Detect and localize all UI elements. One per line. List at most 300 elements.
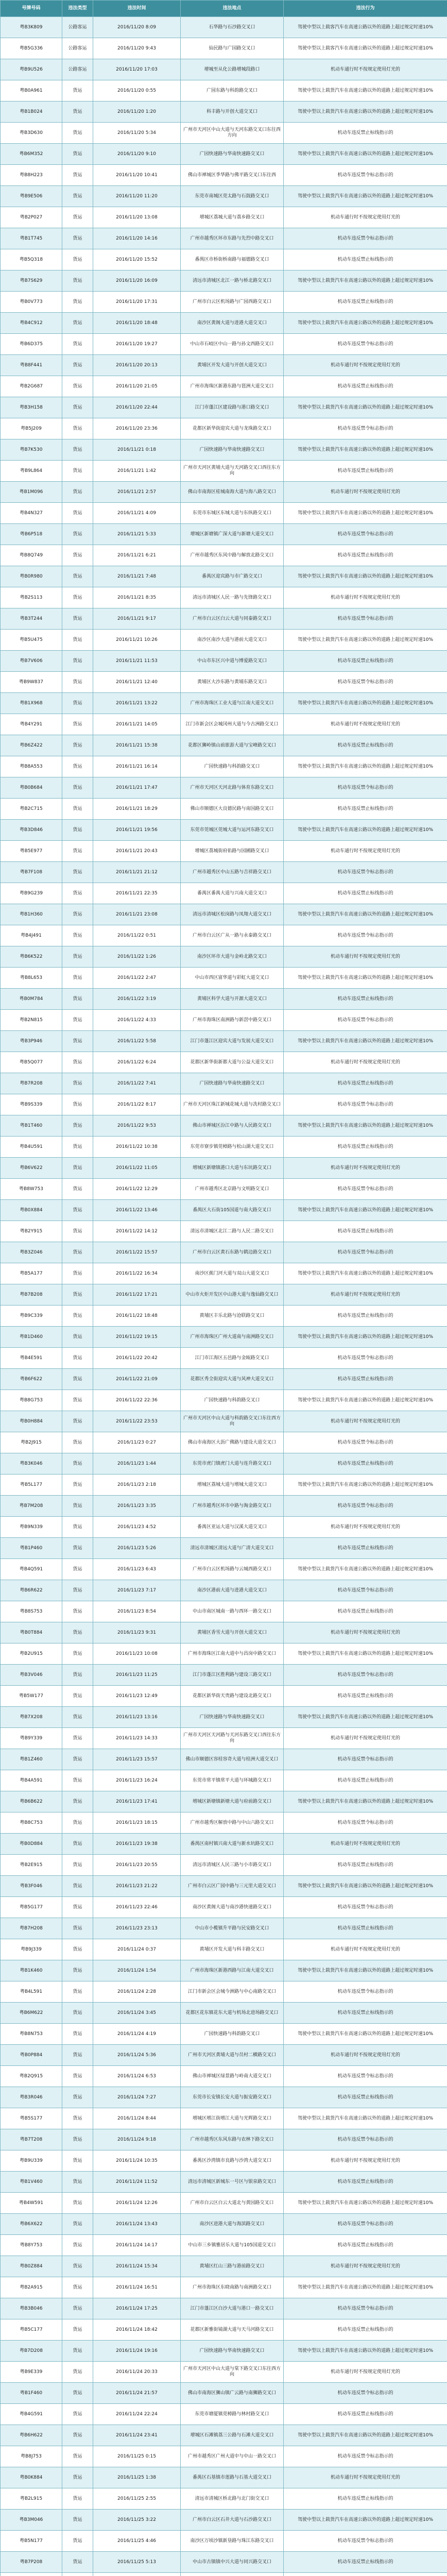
table-row	[1, 2172, 447, 2193]
cell-plate: 粤B7B208	[1, 1284, 62, 1306]
table-row	[1, 270, 447, 292]
cell-type: 货运	[62, 1643, 93, 1665]
table-row	[1, 418, 447, 439]
cell-plate: 粤B7F108	[1, 862, 62, 883]
cell-time: 2016/11/23 13:16	[93, 1707, 181, 1728]
table-row	[1, 1221, 447, 1242]
cell-location: 南沙区黄阁大道与进港大道交叉口	[181, 313, 284, 334]
cell-behavior: 机动车违反禁止标线指示的	[284, 545, 447, 566]
cell-type: 货运	[62, 1749, 93, 1770]
cell-plate: 粤B8J753	[1, 2446, 62, 2467]
cell-behavior: 驾驶中型以上载货汽车在高速公路以外的道路上超过规定时速10%	[284, 1475, 447, 1496]
cell-time: 2016/11/23 15:57	[93, 1749, 181, 1770]
cell-plate: 粤B4C912	[1, 313, 62, 334]
cell-location: 东莞市虎门镇虎门大道与连升路交叉口	[181, 1453, 284, 1475]
cell-location: 广州市海珠区新港东路与琶洲大道交叉口	[181, 376, 284, 397]
cell-behavior: 驾驶中型以上载货汽车在高速公路以外的道路上超过规定时速10%	[284, 1263, 447, 1284]
cell-plate: 粤B2J915	[1, 1432, 62, 1453]
cell-location: 清远市清城区人民一路与先锋路交叉口	[181, 587, 284, 608]
cell-time: 2016/11/22 18:48	[93, 1306, 181, 1327]
table-row	[1, 1052, 447, 1073]
cell-location: 黄埔区科学大道与开源大道交叉口	[181, 989, 284, 1010]
cell-location: 增城区增江街增江大道与光辉路交叉口	[181, 2108, 284, 2129]
table-row	[1, 1601, 447, 1622]
table-row	[1, 1665, 447, 1686]
cell-behavior: 驾驶中型以上载货汽车在高速公路以外的道路上超过规定时速10%	[284, 2193, 447, 2214]
cell-type: 货运	[62, 1327, 93, 1348]
cell-behavior: 机动车违反禁令标志指示的	[284, 1496, 447, 1517]
cell-type: 货运	[62, 2404, 93, 2425]
cell-behavior: 机动车违反禁止标线指示的	[284, 989, 447, 1010]
table-row	[1, 2404, 447, 2425]
cell-type: 货运	[62, 1855, 93, 1876]
cell-type: 货运	[62, 1094, 93, 1115]
cell-time: 2016/11/21 4:09	[93, 503, 181, 524]
table-row	[1, 2531, 447, 2552]
cell-location: 广州市天河区中山大道与棠下路交叉口东往西方向	[181, 2362, 284, 2383]
cell-time: 2016/11/24 10:35	[93, 2150, 181, 2172]
cell-behavior: 驾驶中型以上载货汽车在高速公路以外的道路上超过规定时速10%	[284, 630, 447, 651]
cell-behavior: 机动车违反禁止标线指示的	[284, 651, 447, 672]
cell-behavior: 机动车违反禁止标线指示的	[284, 1073, 447, 1094]
cell-behavior: 驾驶中型以上载货汽车在高速公路以外的道路上超过规定时速10%	[284, 1031, 447, 1052]
cell-plate: 粤B2G687	[1, 376, 62, 397]
cell-type: 货运	[62, 883, 93, 904]
table-row	[1, 1432, 447, 1453]
cell-location: 花都区新雅街镜湖大道与天马河路交叉口	[181, 2319, 284, 2341]
cell-behavior: 驾驶中型以上载货汽车在高速公路以外的道路上超过规定时速10%	[284, 1559, 447, 1580]
cell-type: 货运	[62, 566, 93, 587]
table-row	[1, 1728, 447, 1749]
cell-type: 货运	[62, 1559, 93, 1580]
cell-type: 货运	[62, 313, 93, 334]
cell-time: 2016/11/24 22:24	[93, 2404, 181, 2425]
cell-type: 货运	[62, 1284, 93, 1306]
table-row	[1, 2087, 447, 2108]
cell-time: 2016/11/23 23:13	[93, 1918, 181, 1939]
cell-type: 货运	[62, 1876, 93, 1897]
cell-location: 东莞市常平镇常平大道与环城路交叉口	[181, 1770, 284, 1791]
cell-plate: 粤B3Z046	[1, 1242, 62, 1263]
cell-behavior: 驾驶中型以上载货汽车在高速公路以外的道路上超过规定时速10%	[284, 144, 447, 165]
cell-behavior: 机动车违反禁止标线指示的	[284, 1538, 447, 1559]
cell-location: 黄埔区红山三路与港前路交叉口	[181, 2256, 284, 2277]
cell-time: 2016/11/22 8:17	[93, 1094, 181, 1115]
cell-location: 广州市海珠区广州大道南与南洲路交叉口	[181, 1327, 284, 1348]
table-row	[1, 292, 447, 313]
cell-type: 货运	[62, 1496, 93, 1517]
cell-plate: 粤B9U526	[1, 59, 62, 80]
cell-behavior: 机动车违反禁止标线指示的	[284, 249, 447, 270]
cell-plate: 粤B5N177	[1, 2531, 62, 2552]
cell-time: 2016/11/20 22:44	[93, 397, 181, 418]
cell-time: 2016/11/21 15:38	[93, 735, 181, 756]
cell-behavior: 机动车通行时不按规定使用灯光的	[284, 1284, 447, 1306]
cell-plate: 粤B9J339	[1, 1939, 62, 1960]
cell-time: 2016/11/23 14:33	[93, 1728, 181, 1749]
cell-location: 广园快速路与华南快速路交叉口	[181, 144, 284, 165]
table-row	[1, 1834, 447, 1855]
table-row	[1, 144, 447, 165]
cell-behavior: 驾驶中型以上载货汽车在高速公路以外的道路上超过规定时速10%	[284, 1200, 447, 1221]
cell-plate: 粤B1B024	[1, 101, 62, 123]
cell-plate: 粤B1X968	[1, 693, 62, 714]
table-row	[1, 2298, 447, 2319]
cell-behavior: 机动车违反禁令标志指示的	[284, 334, 447, 355]
cell-plate: 粤B4U591	[1, 1137, 62, 1158]
cell-time: 2016/11/20 18:48	[93, 313, 181, 334]
table-header-row	[1, 1, 447, 17]
table-row	[1, 545, 447, 566]
header-behavior: 违法行为	[284, 1, 447, 17]
cell-type: 货运	[62, 1728, 93, 1749]
cell-type: 货运	[62, 1179, 93, 1200]
cell-location: 广州市天河区天河路与天河东路交叉口西往东方向	[181, 1728, 284, 1749]
table-row	[1, 38, 447, 59]
cell-type: 货运	[62, 439, 93, 461]
cell-plate: 粤B2C715	[1, 799, 62, 820]
table-row	[1, 1580, 447, 1601]
table-row	[1, 2235, 447, 2256]
cell-type: 货运	[62, 651, 93, 672]
cell-plate: 粤B6V622	[1, 1158, 62, 1179]
table-row	[1, 2256, 447, 2277]
cell-plate: 粤B7K530	[1, 439, 62, 461]
cell-location: 广州市越秀区环市东路与先烈中路交叉口	[181, 228, 284, 249]
cell-location: 东莞市莞城区莞城大道与运河东路交叉口	[181, 820, 284, 841]
cell-behavior: 机动车违反禁止标线指示的	[284, 1601, 447, 1622]
cell-plate: 粤B0V773	[1, 292, 62, 313]
table-row	[1, 883, 447, 904]
cell-time: 2016/11/24 12:26	[93, 2193, 181, 2214]
cell-location: 中山市石岐区中山一路与孙文西路交叉口	[181, 334, 284, 355]
cell-time: 2016/11/21 19:56	[93, 820, 181, 841]
cell-type: 货运	[62, 693, 93, 714]
cell-plate: 粤B7S629	[1, 270, 62, 292]
cell-type: 货运	[62, 1622, 93, 1643]
table-row	[1, 1115, 447, 1137]
cell-behavior: 机动车通行时不按规定使用灯光的	[284, 207, 447, 228]
cell-location: 黄埔区开发大道与开创大道交叉口	[181, 355, 284, 376]
table-row	[1, 651, 447, 672]
cell-location: 江门市蓬江区建设路与港口路交叉口	[181, 397, 284, 418]
table-row	[1, 566, 447, 587]
cell-type: 货运	[62, 1221, 93, 1242]
cell-behavior: 驾驶中型以上载货汽车在高速公路以外的道路上超过规定时速10%	[284, 1960, 447, 1981]
cell-plate: 粤B8G753	[1, 1390, 62, 1411]
cell-time: 2016/11/25 0:15	[93, 2446, 181, 2467]
cell-time: 2016/11/22 5:58	[93, 1031, 181, 1052]
cell-location: 花都区秀全街迎宾大道与风神大道交叉口	[181, 1369, 284, 1390]
cell-plate: 粤B9L864	[1, 461, 62, 482]
cell-location: 广州市白云区白云大道与同泰路交叉口	[181, 608, 284, 630]
table-row	[1, 2045, 447, 2066]
cell-type: 货运	[62, 2045, 93, 2066]
cell-location: 广州市越秀区东风中路与解放北路交叉口	[181, 545, 284, 566]
cell-type: 货运	[62, 186, 93, 207]
cell-type: 货运	[62, 2087, 93, 2108]
cell-type: 货运	[62, 799, 93, 820]
cell-plate: 粤B2U915	[1, 1643, 62, 1665]
cell-type: 货运	[62, 820, 93, 841]
table-row	[1, 1686, 447, 1707]
cell-location: 黄埔区大沙东路与黄埔东路交叉口	[181, 672, 284, 693]
cell-plate: 粤B4E591	[1, 1348, 62, 1369]
cell-time: 2016/11/22 7:41	[93, 1073, 181, 1094]
cell-type: 货运	[62, 1158, 93, 1179]
cell-plate: 粤B8Y753	[1, 2235, 62, 2256]
cell-type: 货运	[62, 1517, 93, 1538]
table-row	[1, 1770, 447, 1791]
table-row	[1, 1622, 447, 1643]
cell-behavior: 机动车违反禁令标志指示的	[284, 228, 447, 249]
table-row	[1, 17, 447, 38]
cell-time: 2016/11/23 11:25	[93, 1665, 181, 1686]
cell-behavior: 机动车违反禁令标志指示的	[284, 2066, 447, 2087]
cell-plate	[1, 2573, 62, 2576]
header-plate: 号牌号码	[1, 1, 62, 17]
cell-behavior: 驾驶中型以上载货汽车在高速公路以外的道路上超过规定时速10%	[284, 186, 447, 207]
cell-time: 2016/11/21 23:08	[93, 904, 181, 925]
cell-behavior: 机动车违反禁止标线指示的	[284, 1369, 447, 1390]
cell-time: 2016/11/24 21:57	[93, 2383, 181, 2404]
cell-type: 货运	[62, 1770, 93, 1791]
cell-plate: 粤B0H884	[1, 1411, 62, 1432]
cell-behavior: 机动车违反禁令标志指示的	[284, 2214, 447, 2235]
table-row	[1, 1073, 447, 1094]
cell-plate: 粤B4G591	[1, 2404, 62, 2425]
table-row	[1, 1897, 447, 1918]
cell-behavior: 机动车违反禁令标志指示的	[284, 1897, 447, 1918]
table-row	[1, 1010, 447, 1031]
cell-type: 货运	[62, 2003, 93, 2024]
cell-location: 番禺区石基镇市莲路与石基大道交叉口	[181, 2467, 284, 2488]
cell-plate: 粤B1Z460	[1, 1749, 62, 1770]
cell-location: 南沙区黄阁大道与南沙港快速路交叉口	[181, 1897, 284, 1918]
cell-plate: 粤B5E977	[1, 841, 62, 862]
cell-plate: 粤B0P884	[1, 2045, 62, 2066]
cell-type: 货运	[62, 1369, 93, 1390]
cell-type: 货运	[62, 249, 93, 270]
cell-time: 2016/11/24 6:53	[93, 2066, 181, 2087]
cell-time: 2016/11/24 16:51	[93, 2277, 181, 2298]
cell-plate: 粤B5C177	[1, 2319, 62, 2341]
cell-time: 2016/11/23 12:49	[93, 1686, 181, 1707]
cell-type: 货运	[62, 2129, 93, 2150]
cell-plate: 粤B4A591	[1, 1770, 62, 1791]
cell-plate: 粤B4N327	[1, 503, 62, 524]
cell-behavior: 机动车违反禁令标志指示的	[284, 1580, 447, 1601]
cell-location: 南沙区进港大道与海滨路交叉口	[181, 2214, 284, 2235]
cell-location: 广州市天河区中山大道与科韵路交叉口东往西方向	[181, 1411, 284, 1432]
table-row	[1, 165, 447, 186]
cell-location: 广州市越秀区环市中路与淘金路交叉口	[181, 1496, 284, 1517]
cell-time: 2016/11/24 15:34	[93, 2256, 181, 2277]
table-row	[1, 672, 447, 693]
cell-location: 增城区荔城大道与荔乡路交叉口	[181, 207, 284, 228]
cell-plate: 粤B7T208	[1, 2129, 62, 2150]
cell-plate: 粤B2N815	[1, 1010, 62, 1031]
cell-location: 江门市蓬江区白沙大道与港口一路交叉口	[181, 2298, 284, 2319]
table-body	[1, 17, 447, 2576]
cell-time: 2016/11/24 4:19	[93, 2024, 181, 2045]
table-row	[1, 186, 447, 207]
cell-type: 货运	[62, 1432, 93, 1453]
table-row	[1, 123, 447, 144]
cell-behavior: 机动车违反禁止标线指示的	[284, 1686, 447, 1707]
cell-location: 清远市清城区人民三路与小市路交叉口	[181, 1855, 284, 1876]
table-row	[1, 80, 447, 101]
cell-time: 2016/11/21 1:42	[93, 461, 181, 482]
cell-behavior: 机动车违反禁止标线指示的	[284, 1306, 447, 1327]
cell-location	[181, 2573, 284, 2576]
cell-behavior: 驾驶中型以上载货汽车在高速公路以外的道路上超过规定时速10%	[284, 2425, 447, 2446]
cell-plate: 粤B4Y291	[1, 714, 62, 735]
table-row	[1, 1306, 447, 1327]
cell-time: 2016/11/25 2:55	[93, 2488, 181, 2510]
cell-plate: 粤B6Z422	[1, 735, 62, 756]
cell-location: 佛山市南海区桂城南海大道与海八路交叉口	[181, 482, 284, 503]
cell-type: 货运	[62, 735, 93, 756]
cell-type: 货运	[62, 524, 93, 545]
table-row	[1, 2446, 447, 2467]
cell-type: 货运	[62, 2341, 93, 2362]
cell-type: 货运	[62, 2235, 93, 2256]
cell-time: 2016/11/22 16:34	[93, 1263, 181, 1284]
cell-location: 清远市清城区北江二路与人民二路交叉口	[181, 1221, 284, 1242]
cell-time: 2016/11/21 12:40	[93, 672, 181, 693]
cell-behavior: 机动车违反禁止标线指示的	[284, 2404, 447, 2425]
cell-plate: 粤B6F622	[1, 1369, 62, 1390]
cell-plate: 粤B0B684	[1, 777, 62, 799]
cell-time: 2016/11/20 1:20	[93, 101, 181, 123]
cell-location: 中山市东区兴中道与博爱路交叉口	[181, 651, 284, 672]
cell-type: 货运	[62, 1939, 93, 1960]
cell-type: 货运	[62, 270, 93, 292]
cell-behavior: 机动车违反禁止标线指示的	[284, 376, 447, 397]
table-row	[1, 2510, 447, 2531]
cell-behavior: 机动车通行时不按规定使用灯光的	[284, 1052, 447, 1073]
cell-location: 江门市新会区会城今洲路与中心南路交叉口	[181, 1981, 284, 2003]
cell-time: 2016/11/22 11:05	[93, 1158, 181, 1179]
cell-behavior: 机动车通行时不按规定使用灯光的	[284, 587, 447, 608]
cell-type: 货运	[62, 2362, 93, 2383]
cell-behavior: 机动车通行时不按规定使用灯光的	[284, 1728, 447, 1749]
table-row	[1, 503, 447, 524]
cell-behavior: 机动车通行时不按规定使用灯光的	[284, 59, 447, 80]
cell-time: 2016/11/20 23:36	[93, 418, 181, 439]
cell-type: 货运	[62, 1115, 93, 1137]
cell-behavior: 机动车通行时不按规定使用灯光的	[284, 355, 447, 376]
cell-time: 2016/11/20 17:03	[93, 59, 181, 80]
cell-plate: 粤B4L591	[1, 1981, 62, 2003]
cell-time: 2016/11/24 2:28	[93, 1981, 181, 2003]
table-row	[1, 1475, 447, 1496]
cell-behavior: 机动车通行时不按规定使用灯光的	[284, 482, 447, 503]
cell-location: 江门市江海区五邑路与金瓯路交叉口	[181, 1348, 284, 1369]
cell-plate: 粤B5L177	[1, 1475, 62, 1496]
cell-plate: 粤B8H223	[1, 165, 62, 186]
table-row	[1, 376, 447, 397]
cell-behavior: 机动车通行时不按规定使用灯光的	[284, 1411, 447, 1432]
cell-plate: 粤B9C339	[1, 1306, 62, 1327]
cell-behavior: 驾驶中型以上载货汽车在高速公路以外的道路上超过规定时速10%	[284, 566, 447, 587]
cell-behavior: 机动车违反禁止标线指示的	[284, 1453, 447, 1475]
cell-plate: 粤B0T884	[1, 1622, 62, 1643]
cell-location: 清远市清城区新城东一号区与银泉路交叉口	[181, 2172, 284, 2193]
cell-plate: 粤B6D375	[1, 334, 62, 355]
cell-location: 江门市蓬江区胜利路与建设三路交叉口	[181, 1665, 284, 1686]
table-row	[1, 608, 447, 630]
cell-location: 中山市西区富华道与彩虹大道交叉口	[181, 968, 284, 989]
table-row	[1, 2129, 447, 2150]
cell-time: 2016/11/25 1:38	[93, 2467, 181, 2488]
table-row	[1, 1707, 447, 1728]
cell-behavior: 机动车违反禁令标志指示的	[284, 418, 447, 439]
cell-type: 货运	[62, 1686, 93, 1707]
cell-type: 货运	[62, 841, 93, 862]
table-row	[1, 207, 447, 228]
cell-plate: 粤B7D208	[1, 2341, 62, 2362]
table-row	[1, 2552, 447, 2573]
cell-location: 广园快速路与华南快速路交叉口	[181, 1707, 284, 1728]
table-row	[1, 1348, 447, 1369]
cell-type: 公路客运	[62, 38, 93, 59]
cell-location: 仙民路与广园路交叉口	[181, 38, 284, 59]
cell-plate: 粤B1T745	[1, 228, 62, 249]
cell-time: 2016/11/21 14:05	[93, 714, 181, 735]
cell-location: 广园快速路与华南快速路交叉口	[181, 2341, 284, 2362]
table-row	[1, 841, 447, 862]
cell-location: 增城区新塘镇广深大道与新塘大道交叉口	[181, 524, 284, 545]
cell-time: 2016/11/20 15:52	[93, 249, 181, 270]
cell-time: 2016/11/22 12:29	[93, 1179, 181, 1200]
cell-location: 广州市白云区黄石东路与鹤边路交叉口	[181, 1242, 284, 1263]
cell-type: 货运	[62, 2277, 93, 2298]
cell-behavior: 机动车违反禁止标线指示的	[284, 2319, 447, 2341]
cell-behavior: 机动车通行时不按规定使用灯光的	[284, 1939, 447, 1960]
cell-time: 2016/11/23 16:24	[93, 1770, 181, 1791]
cell-type: 货运	[62, 777, 93, 799]
cell-location: 广州市海珠区东晓南路与南洲路交叉口	[181, 2277, 284, 2298]
cell-location: 佛山市禅城区汾江中路与人民路交叉口	[181, 1115, 284, 1137]
cell-location: 中山市小榄镇升平路与民安路交叉口	[181, 1918, 284, 1939]
cell-behavior: 机动车通行时不按规定使用灯光的	[284, 946, 447, 968]
cell-location: 南沙区南沙大道与港前大道交叉口	[181, 630, 284, 651]
cell-behavior: 机动车违反禁令标志指示的	[284, 1749, 447, 1770]
cell-location: 中山市火炬开发区中山港大道与逸仙路交叉口	[181, 1284, 284, 1306]
cell-location: 东莞市南城区莞太路与石鼓路交叉口	[181, 186, 284, 207]
cell-time: 2016/11/21 20:43	[93, 841, 181, 862]
cell-time: 2016/11/25 4:46	[93, 2531, 181, 2552]
cell-plate: 粤B2Q915	[1, 2066, 62, 2087]
cell-time: 2016/11/23 3:35	[93, 1496, 181, 1517]
cell-time: 2016/11/23 8:54	[93, 1601, 181, 1622]
cell-type: 货运	[62, 101, 93, 123]
cell-time: 2016/11/21 18:29	[93, 799, 181, 820]
cell-type: 货运	[62, 503, 93, 524]
table-row	[1, 2362, 447, 2383]
table-row	[1, 1411, 447, 1432]
cell-behavior: 驾驶中型以上载货汽车在高速公路以外的道路上超过规定时速10%	[284, 101, 447, 123]
cell-time: 2016/11/23 18:15	[93, 1812, 181, 1834]
table-row	[1, 439, 447, 461]
cell-plate: 粤B7X208	[1, 1707, 62, 1728]
cell-location: 广园快速路与科韵路交叉口	[181, 1390, 284, 1411]
cell-time: 2016/11/20 13:08	[93, 207, 181, 228]
cell-plate: 粤B1P460	[1, 1538, 62, 1559]
table-row	[1, 1200, 447, 1221]
